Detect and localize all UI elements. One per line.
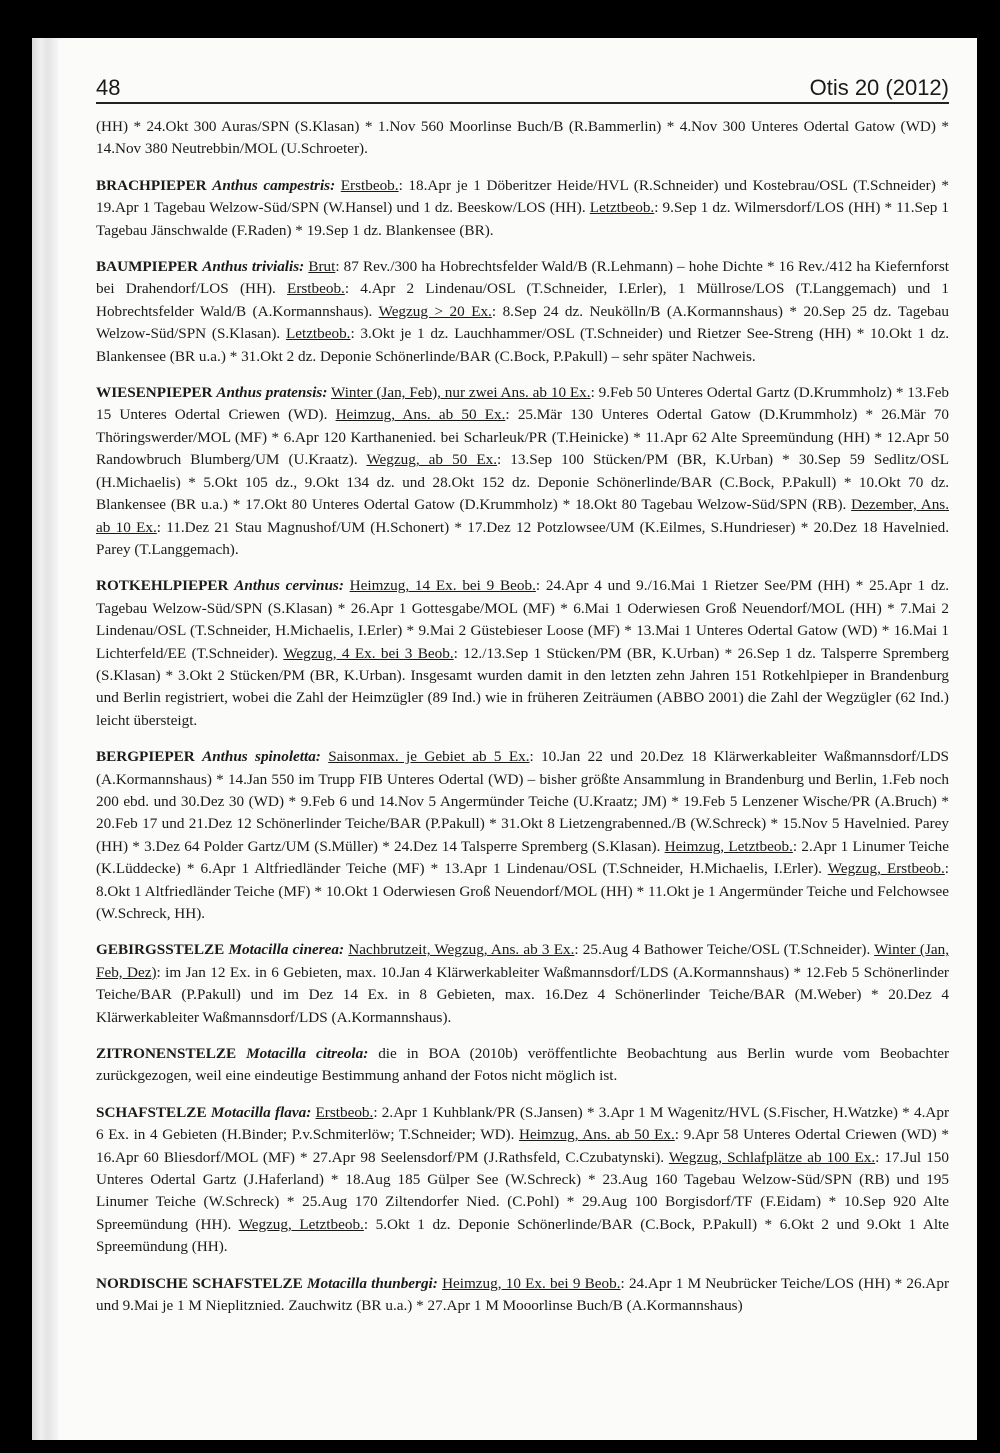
species-entry	[96, 1043, 949, 1088]
section-heading: Winter (Jan, Feb, Dez)	[96, 941, 950, 981]
scientific-name: Anthus spinoletta:	[202, 748, 321, 766]
observation-text: : 8.Sep 24 dz. Neukölln/B (A.Kormannshaus) * 20.Sep 25 dz. Tagebau Welzow-Süd/SPN (S.Klasan).	[96, 302, 949, 343]
observation-text: : 18.Apr je 1 Döberitzer Heide/HVL (R.Schneider) und Kostebrau/OSL (T.Schneider) * 19.Apr 1 Tagebau Welzow-Süd/SPN (W.Hansel) und 1 dz. Beeskow/LOS (HH).	[96, 176, 950, 217]
species-entry	[96, 382, 949, 561]
observation-text: : 24.Apr 4 und 9./16.Mai 1 Rietzer See/PM (HH) * 25.Apr 1 dz. Tagebau Welzow-Süd/SPN (S.Klasan) * 26.Apr 1 Gottesgabe/MOL (MF) * 6.Mai 1 Oderwiesen Groß Neuendorf/MOL (HH) * 7.Mai 2 Lindenau/OSL (T.Schneider, H.Michaelis, I.Erler) * 9.Mai 2 Güstebieser Loose (MF) * 13.Mai 1 Unteres Odertal Gatow (WD) * 16.Mai 1 Lichterfeld/EE (T.Schneider).	[96, 577, 949, 662]
scientific-name: Motacilla cinerea:	[228, 941, 345, 959]
observation-text: : 13.Sep 100 Stücken/PM (BR, K.Urban) * 30.Sep 59 Sedlitz/OSL (H.Michaelis) * 5.Okt 105 dz., 9.Okt 134 dz. und 28.Okt 152 dz. Deponie Schönerlinde/BAR (C.Bock, P.Pakull) * 10.Okt 70 dz. Blankensee (BR u.a.) * 17.Okt 80 Unteres Odertal Gatow (D.Krummholz) * 18.Okt 80 Tagebau Welzow-Süd/SPN (RB).	[96, 451, 950, 514]
observation-text: : 11.Dez 21 Stau Magnushof/UM (H.Schonert) * 17.Dez 12 Potzlowsee/UM (K.Eilmes, S.Hundrieser) * 20.Dez 18 Havelnied. Parey (T.Langgemach).	[96, 518, 949, 558]
scientific-name: Motacilla flava:	[210, 1103, 312, 1121]
observation-text: : im Jan 12 Ex. in 6 Gebieten, max. 10.Jan 4 Klärwerkableiter Waßmannsdorf/LDS (A.Kormannshaus) * 12.Feb 5 Schönerlinder Teiche/BAR (P.Pakull) und im Dez 14 Ex. in 8 Gebieten, max. 16.Dez 4 Schönerlinder Teiche/BAR (M.Weber) * 20.Dez 4 Klärwerkableiter Waßmannsdorf/LDS (A.Kormannshaus).	[96, 963, 949, 1026]
running-header	[96, 75, 949, 104]
species-name: GEBIRGSSTELZE	[96, 941, 225, 959]
section-heading: Brut	[308, 258, 336, 276]
section-heading: Letztbeob.	[285, 325, 351, 343]
scientific-name: Anthus campestris:	[212, 176, 336, 194]
species-entry	[96, 746, 949, 925]
species-name: BERGPIEPER	[96, 748, 195, 766]
observation-text: : 3.Okt je 1 dz. Lauchhammer/OSL (T.Schneider) und Rietzer See-Streng (HH) * 10.Okt 1 dz. Blankensee (BR u.a.) * 31.Okt 2 dz. Deponie Schönerlinde/BAR (C.Bock, P.Pakull) – sehr später Nachweis.	[96, 325, 950, 365]
journal-title: Otis 20 (2012)	[809, 75, 949, 100]
section-heading: Wegzug, 4 Ex. bei 3 Beob.	[283, 644, 454, 662]
observation-text: : 9.Sep 1 dz. Wilmersdorf/LOS (HH) * 11.Sep 1 Tagebau Jänschwalde (F.Raden) * 19.Sep 1 dz. Blankensee (BR).	[96, 199, 949, 239]
section-heading: Dezember, Ans. ab 10 Ex.	[96, 496, 949, 536]
section-heading: Erstbeob.	[340, 176, 399, 194]
observation-text: : 9.Feb 50 Unteres Odertal Gartz (D.Krummholz) * 13.Feb 15 Unteres Odertal Criewen (WD).	[96, 384, 950, 424]
observation-text: : 17.Jul 150 Unteres Odertal Gartz (J.Haferland) * 18.Aug 185 Gülper See (W.Schreck) * 23.Aug 160 Tagebau Welzow-Süd/SPN (RB) und 195 Linumer Teiche (W.Schreck) * 25.Aug 170 Ziltendorfer Nied. (C.Pohl) * 29.Aug 100 Borgisdorf/TF (F.Eidam) * 10.Sep 920 Alte Spreemündung (HH).	[96, 1148, 949, 1233]
section-heading: Winter (Jan, Feb), nur zwei Ans. ab 10 Ex.	[330, 384, 591, 402]
section-heading: Nachbrutzeit, Wegzug, Ans. ab 3 Ex.	[348, 941, 575, 959]
intro-paragraph: (HH) * 24.Okt 300 Auras/SPN (S.Klasan) * 1.Nov 560 Moorlinse Buch/B (R.Bammerlin) * 4.Nov 300 Unteres Odertal Gatow (WD) * 14.Nov 380 Neutrebbin/MOL (U.Schroeter).	[96, 118, 949, 158]
observation-text: : 12./13.Sep 1 Stücken/PM (BR, K.Urban) * 26.Sep 1 dz. Talsperre Spremberg (S.Klasan) * 3.Okt 2 Stücken/PM (BR, K.Urban). Insgesamt wurden damit in den letzten zehn Jahren 151 Rotkehlpieper in Brandenburg und Berlin registriert, wobei die Zahl der Heimzügler (89 Ind.) wie in früheren Zeiträumen (ABBO 2001) die Zahl der Wegzügler (62 Ind.) leicht übersteigt.	[96, 644, 949, 729]
scientific-name: Anthus trivialis:	[202, 258, 305, 276]
scientific-name: Anthus cervinus:	[234, 577, 344, 595]
observation-text: : 5.Okt 1 dz. Deponie Schönerlinde/BAR (C.Bock, P.Pakull) * 6.Okt 2 und 9.Okt 1 Alte Spreemündung (HH).	[96, 1215, 949, 1256]
observation-text: : 24.Apr 1 M Neubrücker Teiche/LOS (HH) * 26.Apr und 9.Mai je 1 M Nieplitznied. Zauchwitz (BR u.a.) * 27.Apr 1 M Mooorlinse Buch/B (A.Kormannshaus)	[96, 1274, 950, 1315]
section-heading: Erstbeob.	[315, 1103, 374, 1121]
observation-text: : 25.Mär 130 Unteres Odertal Gatow (D.Krummholz) * 26.Mär 70 Thöringswerder/MOL (MF) * 6.Apr 120 Karthanenied. bei Scharleuk/PR (T.Heinicke) * 11.Apr 62 Alte Spreemündung (HH) * 12.Apr 50 Randowbruch Blumberg/UM (U.Kraatz).	[96, 406, 949, 469]
section-heading: Heimzug, 14 Ex. bei 9 Beob.	[349, 577, 536, 595]
section-heading: Wegzug > 20 Ex.	[378, 302, 492, 320]
page-number: 48	[96, 75, 121, 100]
species-entry	[96, 175, 949, 242]
species-entry	[96, 1102, 949, 1259]
section-heading: Wegzug, ab 50 Ex.	[366, 451, 498, 469]
observation-text: die in BOA (2010b) veröffentlichte Beobachtung aus Berlin wurde vom Beobachter zurückgezogen, weil eine eindeutige Bestimmung anhand der Fotos nicht möglich ist.	[96, 1045, 950, 1085]
section-heading: Heimzug, Ans. ab 50 Ex.	[335, 406, 506, 424]
species-list	[96, 175, 949, 1318]
observation-text: : 8.Okt 1 Altfriedländer Teiche (MF) * 10.Okt 1 Oderwiesen Groß Neuendorf/MOL (HH) * 11.Okt je 1 Angermünder Teiche und Felchowsee (W.Schreck, HH).	[96, 860, 949, 922]
species-name: ROTKEHLPIEPER	[96, 577, 229, 595]
section-heading: Heimzug, 10 Ex. bei 9 Beob.	[442, 1274, 621, 1292]
scientific-name: Motacilla thunbergi:	[307, 1274, 438, 1292]
species-name: NORDISCHE SCHAFSTELZE	[96, 1274, 303, 1292]
observation-text: : 4.Apr 2 Lindenau/OSL (T.Schneider, I.Erler), 1 Müllrose/LOS (T.Langgemach) und 1 Hobrechtsfelder Wald/B (A.Kormannshaus).	[96, 280, 949, 320]
section-heading: Heimzug, Ans. ab 50 Ex.	[519, 1126, 675, 1144]
section-heading: Letztbeob.	[589, 199, 655, 217]
species-entry	[96, 256, 949, 368]
section-heading: Wegzug, Letztbeob.	[238, 1215, 364, 1233]
observation-text: : 2.Apr 1 Kuhblank/PR (S.Jansen) * 3.Apr 1 M Wagenitz/HVL (S.Fischer, H.Watzke) * 4.Apr 6 Ex. in 4 Gebieten (H.Binder; P.v.Schmiterlöw; T.Schneider; WD).	[96, 1103, 950, 1144]
species-name: ZITRONENSTELZE	[96, 1045, 237, 1063]
scientific-name: Motacilla citreola:	[246, 1045, 369, 1063]
species-name: BAUMPIEPER	[96, 258, 199, 276]
section-heading: Wegzug, Erstbeob.	[827, 860, 945, 878]
observation-text: : 2.Apr 1 Linumer Teiche (K.Lüddecke) * 6.Apr 1 Altfriedländer Teiche (MF) * 13.Apr 1 Lindenau/OSL (T.Schneider, H.Michaelis, I.Erler).	[96, 837, 949, 878]
species-name: SCHAFSTELZE	[96, 1103, 207, 1121]
observation-text: : 9.Apr 58 Unteres Odertal Criewen (WD) * 16.Apr 60 Bliesdorf/MOL (MF) * 27.Apr 98 Seelensdorf/PM (J.Rathsfeld, C.Czubatynski).	[96, 1126, 949, 1166]
section-heading: Erstbeob.	[287, 280, 345, 298]
observation-text: : 25.Aug 4 Bathower Teiche/OSL (T.Schneider).	[574, 941, 875, 959]
page-content	[96, 75, 949, 1332]
observation-text: : 10.Jan 22 und 20.Dez 18 Klärwerkableiter Waßmannsdorf/LDS (A.Kormannshaus) * 14.Jan 550 im Trupp FIB Unteres Odertal (WD) – bisher größte Ansammlung in Brandenburg und Berlin, 1.Feb noch 200 ebd. und 30.Dez 30 (WD) * 9.Feb 6 und 14.Nov 5 Angermünder Teiche (U.Kraatz; JM) * 19.Feb 5 Lenzener Wische/PR (A.Bruch) * 20.Feb 17 und 21.Dez 12 Schönerlinder Teiche/BAR (P.Pakull) * 31.Okt 8 Lietzengrabenned./B (W.Schreck) * 15.Nov 5 Havelnied. Parey (HH) * 3.Dez 64 Polder Gartz/UM (S.Müller) * 24.Dez 14 Talsperre Spremberg (S.Klasan).	[96, 748, 949, 855]
species-name: WIESENPIEPER	[96, 384, 213, 402]
species-name: BRACHPIEPER	[96, 176, 207, 194]
section-heading: Heimzug, Letztbeob.	[664, 837, 793, 855]
species-entry	[96, 1273, 949, 1318]
scientific-name: Anthus pratensis:	[216, 384, 328, 402]
observation-text: : 87 Rev./300 ha Hobrechtsfelder Wald/B (R.Lehmann) – hohe Dichte * 16 Rev./412 ha Kiefernforst bei Drahendorf/LOS (HH).	[96, 258, 949, 298]
section-heading: Wegzug, Schlafplätze ab 100 Ex.	[668, 1148, 876, 1166]
species-entry	[96, 939, 949, 1029]
section-heading: Saisonmax. je Gebiet ab 5 Ex.	[328, 748, 530, 766]
species-entry	[96, 575, 949, 732]
